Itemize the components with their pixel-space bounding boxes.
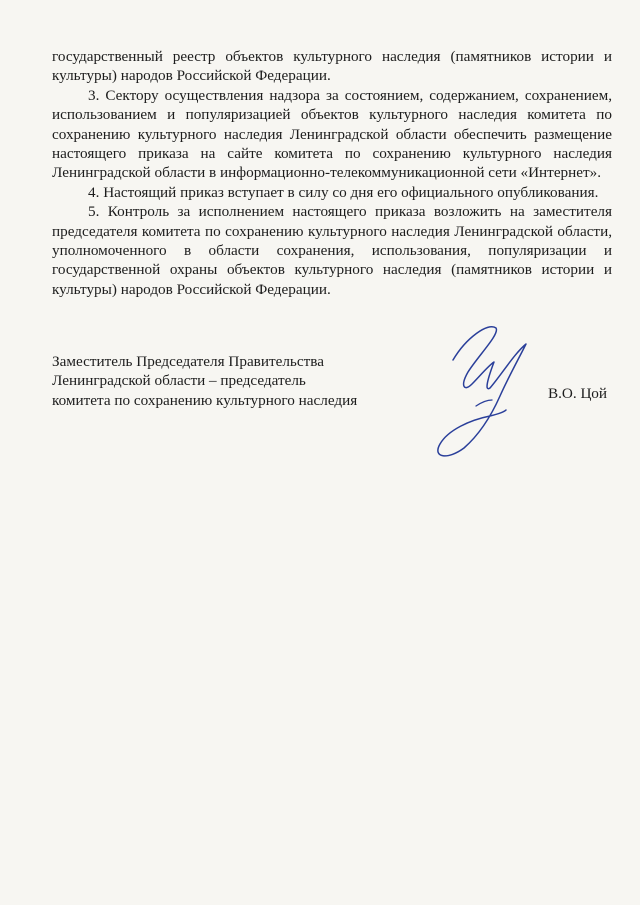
signer-title-line-1: Заместитель Председателя Правительства (52, 353, 324, 370)
document-body (52, 47, 612, 299)
signature-tail-stroke (476, 400, 492, 406)
paragraph-item-3: 3. Сектору осуществления надзора за состоянием, содержанием, сохранением, использованием и популяризацией объектов культурного наследия комитета по сохранению культурного наследия Ленинградской области обеспечить размещение настоящего приказа на сайте комитета по сохранению культурного наследия Ленинградской области в информационно-телекоммуникационной сети «Интернет». (52, 86, 612, 182)
handwritten-signature (418, 308, 538, 460)
paragraph-item-4: 4. Настоящий приказ вступает в силу со дня его официального опубликования. (88, 183, 599, 201)
paragraph-item-5: 5. Контроль за исполнением настоящего приказа возложить на заместителя председателя комитета по сохранению культурного наследия Ленинградской области, уполномоченного в области сохранения, использования, популяризации и государственной охраны объектов культурного наследия (памятников истории и культуры) народов Российской Федерации. (52, 203, 612, 298)
signer-title-line-3: комитета по сохранению культурного наследия (52, 391, 358, 409)
paragraph-continuation: государственный реестр объектов культурного наследия (памятников истории и культуры) народов Российской Федерации. (52, 48, 612, 85)
signer-title-line-2: Ленинградской области – председатель (52, 372, 306, 390)
signer-name: В.О. Цой (548, 385, 607, 402)
signature-stroke (438, 327, 526, 456)
